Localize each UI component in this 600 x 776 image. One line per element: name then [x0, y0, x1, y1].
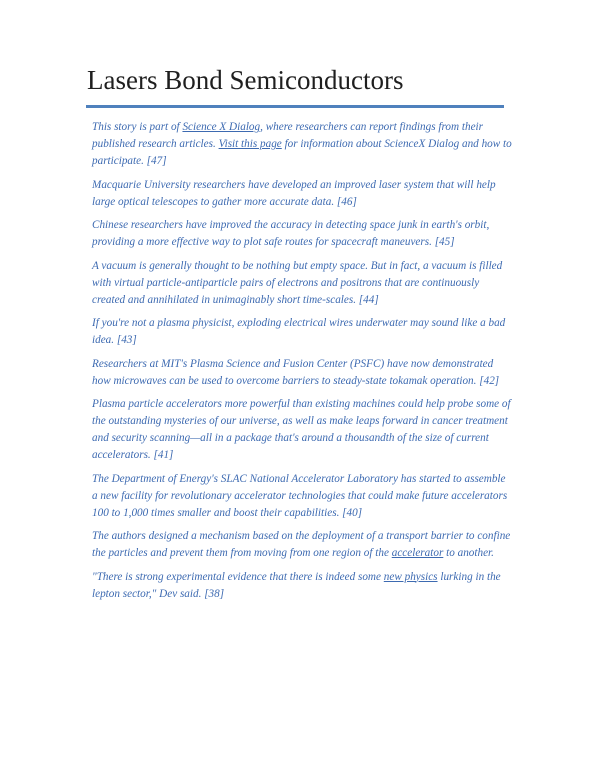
title-underline-rule [86, 105, 504, 108]
paragraph-text: , where researchers can report findings from their published research articles. [92, 121, 484, 150]
paragraph-macquarie-laser: Macquarie University researchers have developed an improved laser system that will help large optical telescopes to gather more accurate data. [46] [92, 178, 496, 208]
paragraph-vacuum: A vacuum is generally thought to be nothing but empty space. But in fact, a vacuum is filled with virtual particle-antiparticle pairs of electrons and positrons that are continuously created and annihilated in unimaginably short time-scales. [44] [92, 259, 503, 306]
paragraph-text: lurking in the lepton sector," Dev said. [38] [92, 570, 501, 600]
paragraph-space-junk: Chinese researchers have improved the accuracy in detecting space junk in earth's orbit, providing a more effective way to plot safe routes for spacecraft maneuvers. [45] [92, 219, 490, 248]
paragraph-mit-psfc: Researchers at MIT's Plasma Science and Fusion Center (PSFC) have now demonstrated how microwaves can be used to overcome barriers to steady-state tokamak operation. [42] [92, 357, 500, 387]
paragraph-text: The authors designed a mechanism based on the deployment of a transport barrier to confine the particles and prevent them from moving from one region of the [92, 530, 511, 559]
paragraph-text: "There is strong experimental evidence that there is indeed some [92, 570, 384, 583]
paragraph-text: to another. [443, 547, 494, 559]
paragraph-plasma-accelerators: Plasma particle accelerators more powerful than existing machines could help probe some of the outstanding mysteries of our universe, as well as make leaps forward in cancer treatment and security scanning—all in a package that's around a thousandth of the size of current accelerators. [41] [92, 398, 511, 461]
new-physics-link[interactable]: new physics [383, 570, 438, 583]
paragraph-plasma-wires: If you're not a plasma physicist, exploding electrical wires underwater may sound like a bad idea. [43] [92, 317, 506, 346]
paragraph-transport-barrier [92, 528, 512, 562]
visit-this-page-link[interactable]: Visit this page [218, 138, 282, 150]
page-title: Lasers Bond Semiconductors [87, 65, 404, 95]
paragraph-science-x-dialog [92, 119, 512, 170]
article-body [92, 119, 512, 609]
paragraph-slac-facility: The Department of Energy's SLAC National Accelerator Laboratory has started to assemble a new facility for revolutionary accelerator technologies that could make future accelerators 100 to 1,000 times smaller and boost their capabilities. [40] [92, 472, 508, 519]
paragraph-lepton-sector [92, 569, 512, 603]
paragraph-text: for information about ScienceX Dialog and how to participate. [47] [92, 138, 512, 167]
science-x-dialog-link[interactable]: Science X Dialog [182, 121, 261, 133]
accelerator-link[interactable]: accelerator [391, 547, 444, 559]
paragraph-text: This story is part of [92, 121, 183, 133]
